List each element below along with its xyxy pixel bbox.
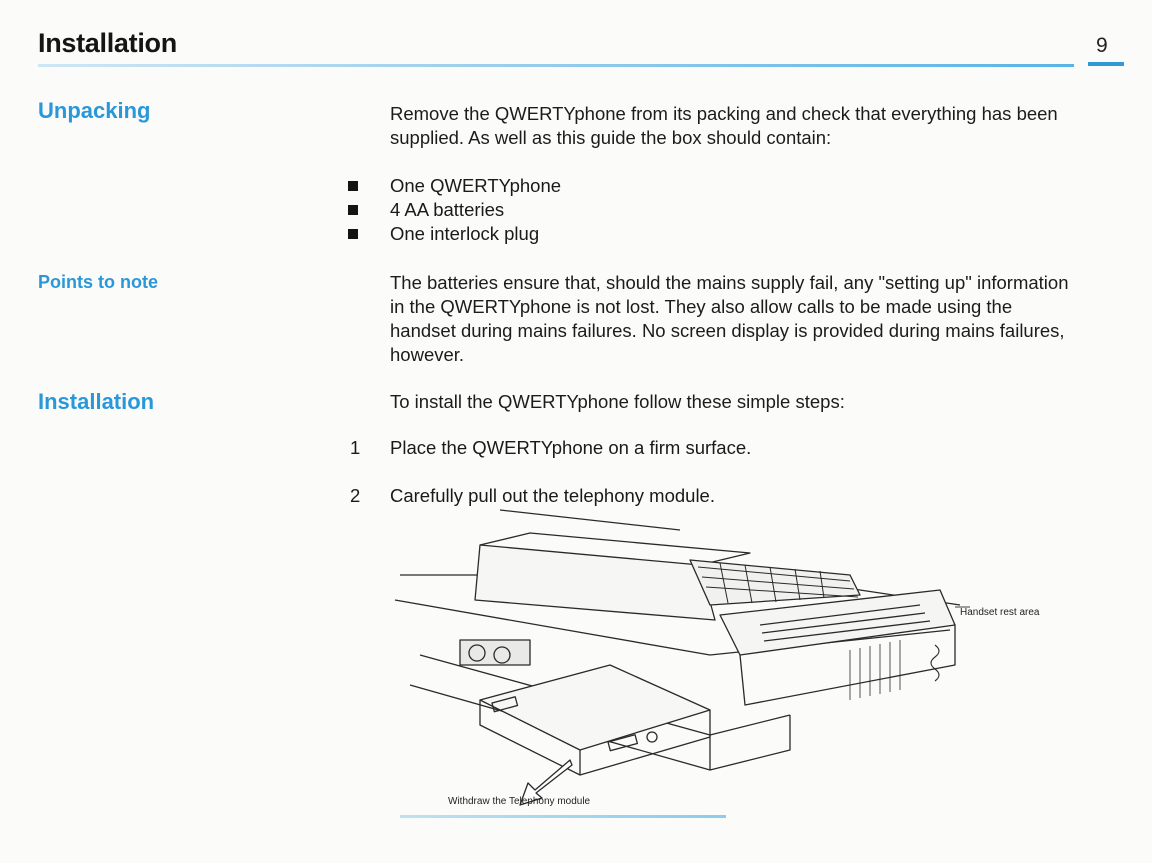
qwertyphone-illustration (380, 505, 1080, 825)
page-number-rule (1088, 62, 1124, 66)
page-title: Installation (38, 28, 177, 58)
step-text: Carefully pull out the telephony module. (390, 485, 715, 506)
heading-unpacking: Unpacking (38, 98, 151, 123)
handset-rest-label: Handset rest area (960, 607, 1040, 618)
withdraw-module-label: Withdraw the Telephony module (448, 796, 591, 807)
points-to-note-text: The batteries ensure that, should the mains supply fail, any "setting up" information in the QWERTYphone is not lost. They also allow calls to be made using the handset during mains failures. No screen display is provided during mains failures, however. (390, 272, 1069, 365)
step-number: 1 (350, 437, 361, 458)
installation-intro: To install the QWERTYphone follow these simple steps: (390, 391, 845, 412)
heading-installation: Installation (38, 389, 155, 414)
header-rule (38, 64, 1074, 67)
bottom-rule (400, 815, 726, 818)
bullet-square-icon (348, 181, 358, 191)
page-number: 9 (1096, 34, 1108, 57)
step-number: 2 (350, 485, 361, 506)
bullet-square-icon (348, 205, 358, 215)
bullet-square-icon (348, 229, 358, 239)
heading-points-to-note: Points to note (38, 272, 158, 292)
step-text: Place the QWERTYphone on a firm surface. (390, 437, 752, 458)
unpacking-intro: Remove the QWERTYphone from its packing and check that everything has been supplied. As well as this guide the box should contain: (390, 103, 1058, 148)
